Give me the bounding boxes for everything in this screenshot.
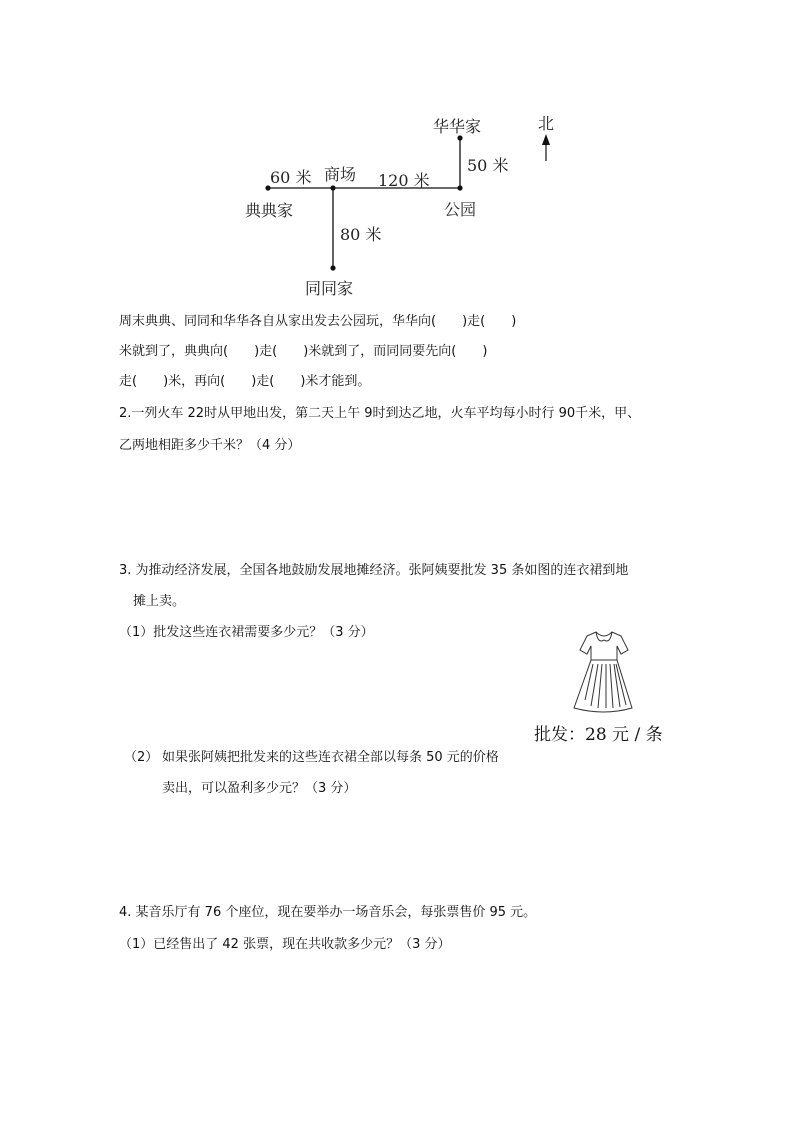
label-distance-120: 120 米	[378, 171, 430, 190]
q1-line-3: 走( )米，再向( )走( )米才能到。	[119, 374, 371, 389]
label-shop: 商场	[324, 165, 357, 184]
label-distance-80: 80 米	[340, 225, 382, 244]
q1-line-1: 周末典典、同同和华华各自从家出发去公园玩，华华向( )走( )	[119, 314, 517, 329]
label-tongtong-home: 同同家	[305, 279, 354, 298]
q3-line-1: 3. 为推动经济发展，全国各地鼓励发展地摊经济。张阿姨要批发 35 条如图的连衣裙到地	[119, 563, 629, 578]
q4-sub-1: （1）已经售出了 42 张票，现在共收款多少元？（3 分）	[119, 937, 451, 952]
north-arrow-icon	[542, 134, 550, 161]
q3-sub-2-number: （2）	[124, 750, 159, 765]
label-north: 北	[538, 114, 555, 133]
q3-sub-1: （1）批发这些连衣裙需要多少元？（3 分）	[119, 625, 374, 640]
q3-sub-2-line-1: 如果张阿姨把批发来的这些连衣裙全部以每条 50 元的价格	[162, 750, 499, 765]
label-diandian-home: 典典家	[245, 201, 294, 220]
dress-icon	[574, 632, 632, 712]
point-park	[457, 185, 462, 190]
q1-line-2: 米就到了，典典向( )走( )米就到了，而同同要先向( )	[119, 344, 488, 359]
point-shop	[330, 185, 335, 190]
label-distance-50: 50 米	[467, 156, 509, 175]
label-park: 公园	[444, 200, 477, 219]
q3-line-2: 摊上卖。	[133, 594, 186, 609]
q4-line-1: 4. 某音乐厅有 76 个座位，现在要举办一场音乐会，每张票售价 95 元。	[119, 905, 537, 920]
point-tongtong	[330, 265, 335, 270]
label-distance-60: 60 米	[270, 168, 312, 187]
q3-sub-2-line-2: 卖出，可以盈利多少元？（3 分）	[162, 781, 357, 796]
q2-line-2: 乙两地相距多少千米？（4 分）	[119, 438, 301, 453]
label-huahua-home: 华华家	[433, 117, 482, 136]
q2-line-1: 2.一列火车 22时从甲地出发，第二天上午 9时到达乙地，火车平均每小时行 90千米，甲、	[119, 406, 641, 421]
dress-price-label: 批发：28 元 / 条	[534, 725, 663, 745]
